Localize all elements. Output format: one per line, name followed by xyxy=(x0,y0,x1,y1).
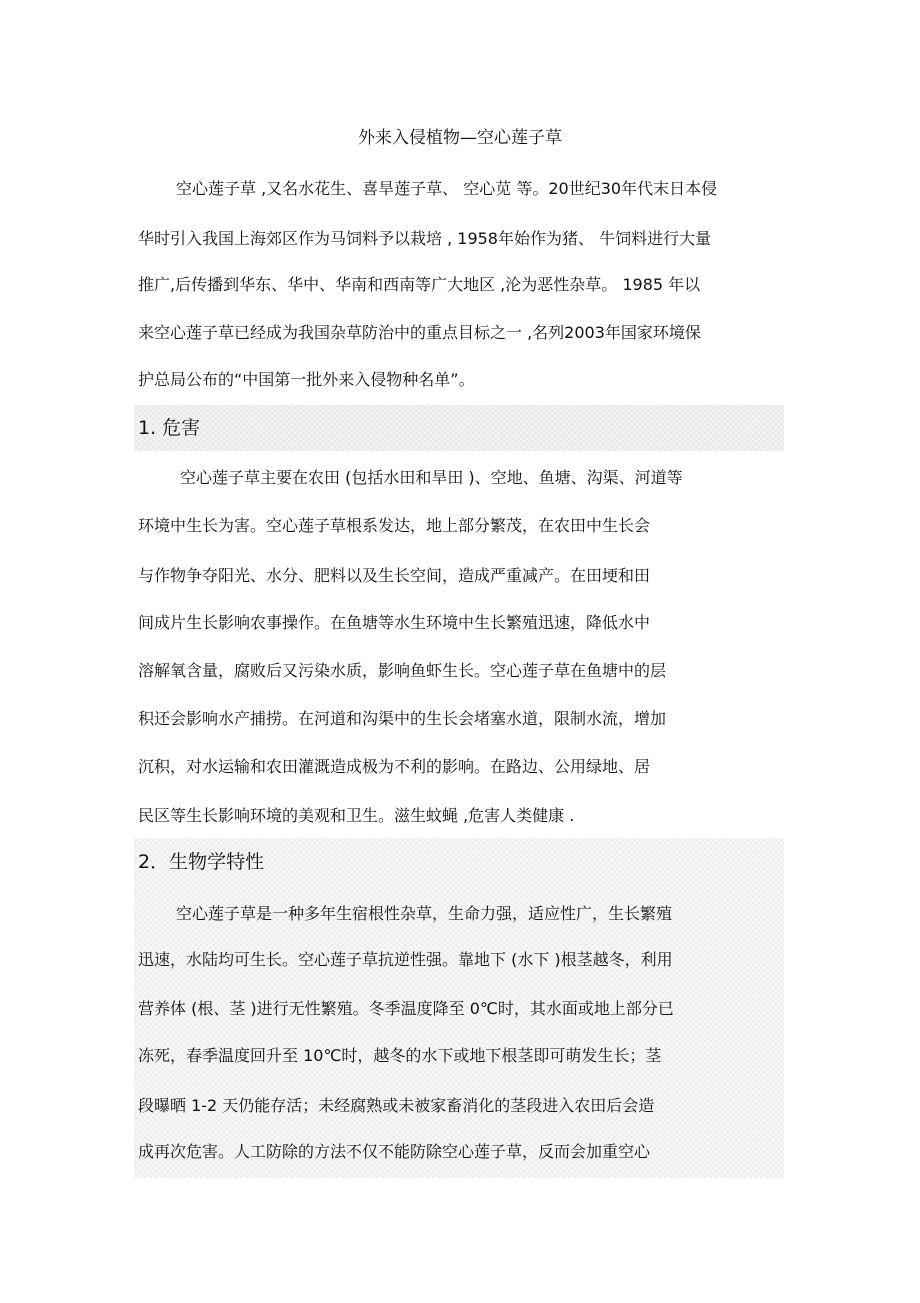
intro-line: 推广,后传播到华东、华中、华南和西南等广大地区 ,沦为恶性杂草。 1985 年以 xyxy=(138,275,701,294)
section-2-line: 空心莲子草是一种多年生宿根性杂草，生命力强，适应性广，生长繁殖 xyxy=(176,904,673,923)
intro-line: 华时引入我国上海郊区作为马饲料予以栽培 , 1958年始作为猪、 牛饲料进行大量 xyxy=(138,229,712,248)
section-2-line: 成再次危害。人工防除的方法不仅不能防除空心莲子草，反而会加重空心 xyxy=(138,1142,651,1161)
section-1-line: 环境中生长为害。空心莲子草根系发达，地上部分繁茂，在农田中生长会 xyxy=(138,516,651,535)
section-1-line: 与作物争夺阳光、水分、肥料以及生长空间，造成严重减产。在田埂和田 xyxy=(138,566,651,585)
section-1-line: 间成片生长影响农事操作。在鱼塘等水生环境中生长繁殖迅速，降低水中 xyxy=(138,613,651,632)
section-2-line: 段曝晒 1-2 天仍能存活；未经腐熟或未被家畜消化的茎段进入农田后会造 xyxy=(138,1096,655,1115)
section-1-line: 民区等生长影响环境的美观和卫生。滋生蚊蝇 ,危害人类健康 . xyxy=(138,806,575,825)
intro-line: 空心莲子草 ,又名水花生、喜旱莲子草、 空心苋 等。20世纪30年代末日本侵 xyxy=(176,179,718,198)
section-2-line: 营养体 (根、茎 )进行无性繁殖。冬季温度降至 0℃时，其水面或地上部分已 xyxy=(138,999,674,1018)
section-2-heading: 2．生物学特性 xyxy=(138,851,265,873)
section-1-line: 溶解氧含量，腐败后又污染水质，影响鱼虾生长。空心莲子草在鱼塘中的层 xyxy=(138,661,667,680)
document-title: 外来入侵植物—空心莲子草 xyxy=(358,128,562,148)
section-2-line: 冻死，春季温度回升至 10℃时，越冬的水下或地下根茎即可萌发生长；茎 xyxy=(138,1046,662,1065)
intro-line: 来空心莲子草已经成为我国杂草防治中的重点目标之一 ,名列2003年国家环境保 xyxy=(138,323,701,342)
section-1-line: 沉积，对水运输和农田灌溉造成极为不利的影响。在路边、公用绿地、居 xyxy=(138,757,651,776)
section-1-heading: 1. 危害 xyxy=(138,417,201,439)
section-2-line: 迅速，水陆均可生长。空心莲子草抗逆性强。靠地下 (水下 )根茎越冬，利用 xyxy=(138,950,673,969)
intro-line: 护总局公布的“中国第一批外来入侵物种名单”。 xyxy=(138,370,475,389)
section-1-line: 积还会影响水产捕捞。在河道和沟渠中的生长会堵塞水道，限制水流，增加 xyxy=(138,709,667,728)
section-1-heading-bar xyxy=(134,405,784,451)
section-1-line: 空心莲子草主要在农田 (包括水田和旱田 )、空地、鱼塘、沟渠、河道等 xyxy=(180,468,683,487)
